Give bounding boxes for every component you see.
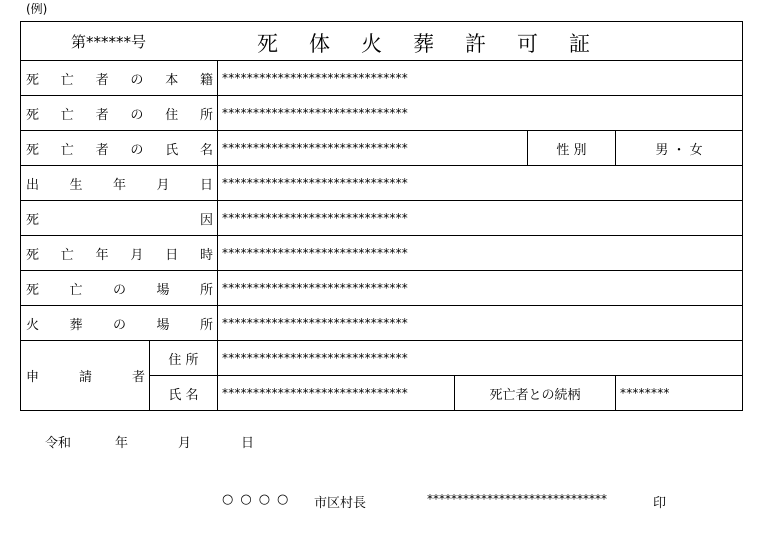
label-char: 亡 [60, 247, 74, 263]
label-char: 月 [130, 247, 144, 263]
title-char: 火 [361, 32, 382, 56]
municipality-placeholder [222, 492, 295, 507]
label-char: の [130, 107, 144, 123]
title-char: 死 [257, 32, 278, 56]
value-relationship[interactable]: ******** [616, 376, 743, 411]
value-birth-date[interactable]: ****************************** [218, 166, 743, 201]
label-char: 生 [69, 177, 83, 193]
value-applicant-name[interactable]: ****************************** [218, 376, 455, 411]
label-char: 火 [26, 317, 40, 333]
circle-mark: ○ [277, 492, 289, 507]
label-char: 時 [199, 247, 213, 263]
example-label: (例) [26, 2, 48, 16]
label-char: 死 [26, 72, 40, 88]
label-char: 者 [131, 370, 145, 385]
title-char: 許 [465, 32, 486, 56]
label-char: 死 [26, 282, 40, 298]
label-char: 住 [165, 107, 179, 123]
label-char: 本 [165, 72, 179, 88]
title-char: 体 [309, 32, 330, 56]
label-char: 所 [199, 107, 213, 123]
title-row [21, 22, 743, 61]
value-cremation-place[interactable]: ****************************** [218, 306, 743, 341]
label-address [21, 96, 218, 131]
label-name [21, 131, 218, 166]
label-char: 死 [26, 107, 40, 123]
cremation-permit-form [20, 21, 743, 411]
label-relationship: 死亡者との続柄 [455, 376, 616, 411]
label-char: 年 [112, 177, 126, 193]
label-char: 亡 [69, 282, 83, 298]
label-death-datetime [21, 236, 218, 271]
value-applicant-address[interactable]: ****************************** [218, 341, 743, 376]
label-char: 葬 [69, 317, 83, 333]
label-char: 者 [95, 72, 109, 88]
label-char: 者 [95, 142, 109, 158]
label-permanent-domicile [21, 61, 218, 96]
date-month: 月 [178, 436, 192, 451]
title-char: 葬 [413, 32, 434, 56]
label-char: 申 [26, 370, 40, 385]
label-applicant-address: 住 所 [150, 341, 218, 376]
label-char: の [130, 142, 144, 158]
mayor-label: 市区村長 [314, 496, 367, 511]
label-char: 名 [199, 142, 213, 158]
label-char: 死 [26, 247, 40, 263]
circle-mark: ○ [222, 492, 234, 507]
label-char: 出 [26, 177, 40, 193]
label-char: 亡 [60, 142, 74, 158]
label-char: 氏 [165, 142, 179, 158]
label-char: 者 [95, 107, 109, 123]
label-char: 所 [199, 282, 213, 298]
label-death-place [21, 271, 218, 306]
value-death-place[interactable]: ****************************** [218, 271, 743, 306]
label-char: の [130, 72, 144, 88]
label-char: 所 [199, 317, 213, 333]
value-death-datetime[interactable]: ****************************** [218, 236, 743, 271]
label-char: 死 [26, 142, 40, 158]
date-era: 令和 [45, 436, 72, 451]
label-char: 日 [199, 177, 213, 193]
label-char: 場 [156, 317, 170, 333]
value-name[interactable]: ****************************** [218, 131, 528, 166]
label-char: 亡 [60, 72, 74, 88]
value-address[interactable]: ****************************** [218, 96, 743, 131]
label-sex: 性 別 [528, 131, 616, 166]
label-char: 年 [95, 247, 109, 263]
date-year: 年 [115, 436, 129, 451]
label-birth-date [21, 166, 218, 201]
value-permanent-domicile[interactable]: ****************************** [218, 61, 743, 96]
title-char: 可 [517, 32, 538, 56]
label-char: 因 [199, 212, 213, 228]
date-day: 日 [241, 436, 255, 451]
permit-number: 第******号 [71, 33, 147, 51]
label-char: 死 [26, 212, 40, 228]
mayor-name-value[interactable]: ****************************** [427, 492, 607, 506]
label-char: の [112, 282, 126, 298]
circle-mark: ○ [258, 492, 271, 507]
label-applicant [21, 341, 150, 411]
form-title [257, 28, 590, 58]
seal-mark: 印 [653, 496, 667, 511]
label-char: 請 [78, 370, 92, 385]
title-char: 証 [569, 32, 590, 56]
label-cremation-place [21, 306, 218, 341]
label-char: 亡 [60, 107, 74, 123]
label-char: 場 [156, 282, 170, 298]
label-applicant-name: 氏 名 [150, 376, 218, 411]
label-char: 日 [165, 247, 179, 263]
label-cause-of-death [21, 201, 218, 236]
label-char: の [112, 317, 126, 333]
value-cause-of-death[interactable]: ****************************** [218, 201, 743, 236]
label-char: 籍 [199, 72, 213, 88]
circle-mark: ○ [240, 492, 252, 507]
label-char: 月 [156, 177, 170, 193]
value-sex[interactable]: 男 ・ 女 [616, 131, 743, 166]
